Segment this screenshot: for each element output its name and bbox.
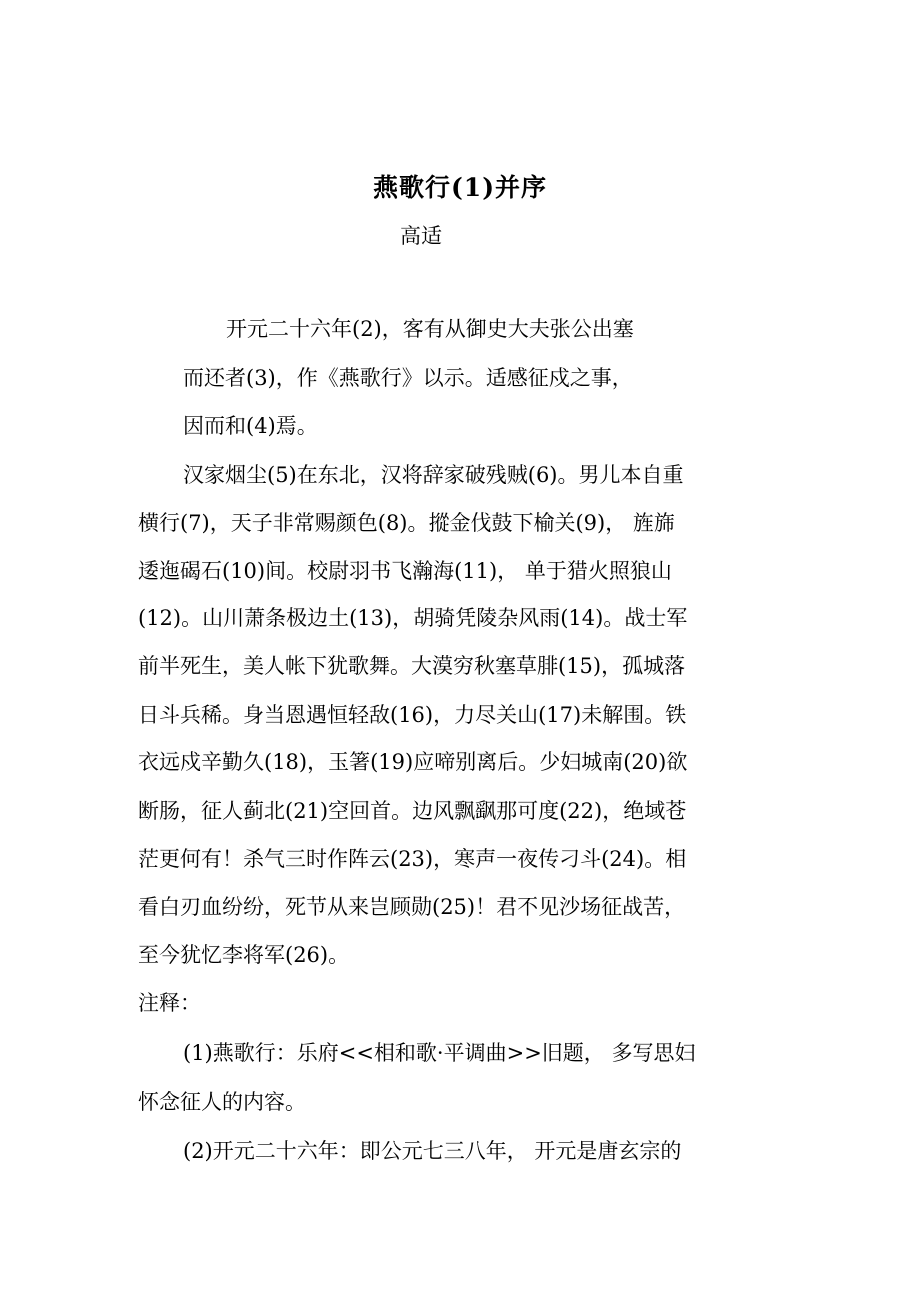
notes-heading: 注释：	[138, 991, 201, 1015]
poem-line: 日斗兵稀。身当恩遇恒轻敌(16)，力尽关山(17)未解围。铁	[138, 703, 687, 727]
poem-line: 前半死生，美人帐下犹歌舞。大漠穷秋塞草腓(15)，孤城落	[138, 654, 686, 678]
poem-line: 看白刃血纷纷，死节从来岂顾勋(25)！君不见沙场征战苦，	[138, 895, 686, 919]
poem-title: 燕歌行(1)并序	[372, 173, 548, 202]
poem-line: 至今犹忆李将军(26)。	[138, 943, 350, 967]
poem-author: 高适	[400, 224, 442, 248]
poem-line: 逶迤碣石(10)间。校尉羽书飞瀚海(11)， 单于猎火照狼山	[138, 559, 672, 583]
poem-line: 衣远戍辛勤久(18)，玉箸(19)应啼别离后。少妇城南(20)欲	[138, 750, 688, 774]
note-line: (1)燕歌行：乐府<<相和歌·平调曲>>旧题， 多写思妇	[183, 1041, 696, 1065]
note-line: 怀念征人的内容。	[138, 1090, 306, 1114]
poem-line: 汉家烟尘(5)在东北，汉将辞家破残贼(6)。男儿本自重	[183, 463, 684, 487]
preface-line: 因而和(4)焉。	[183, 414, 318, 438]
poem-line: 茫更何有！杀气三时作阵云(23)，寒声一夜传刁斗(24)。相	[138, 847, 687, 871]
preface-line: 开元二十六年(2)，客有从御史大夫张公出塞	[226, 317, 634, 341]
note-line: (2)开元二十六年：即公元七三八年， 开元是唐玄宗的	[183, 1139, 682, 1163]
poem-line: 横行(7)，天子非常赐颜色(8)。摐金伐鼓下榆关(9)， 旌旆	[138, 511, 675, 535]
preface-line: 而还者(3)，作《燕歌行》以示。适感征戍之事，	[183, 366, 633, 390]
poem-line: (12)。山川萧条极边土(13)，胡骑凭陵杂风雨(14)。战士军	[138, 606, 688, 630]
poem-line: 断肠，征人蓟北(21)空回首。边风飘飖那可度(22)，绝域苍	[138, 799, 687, 823]
